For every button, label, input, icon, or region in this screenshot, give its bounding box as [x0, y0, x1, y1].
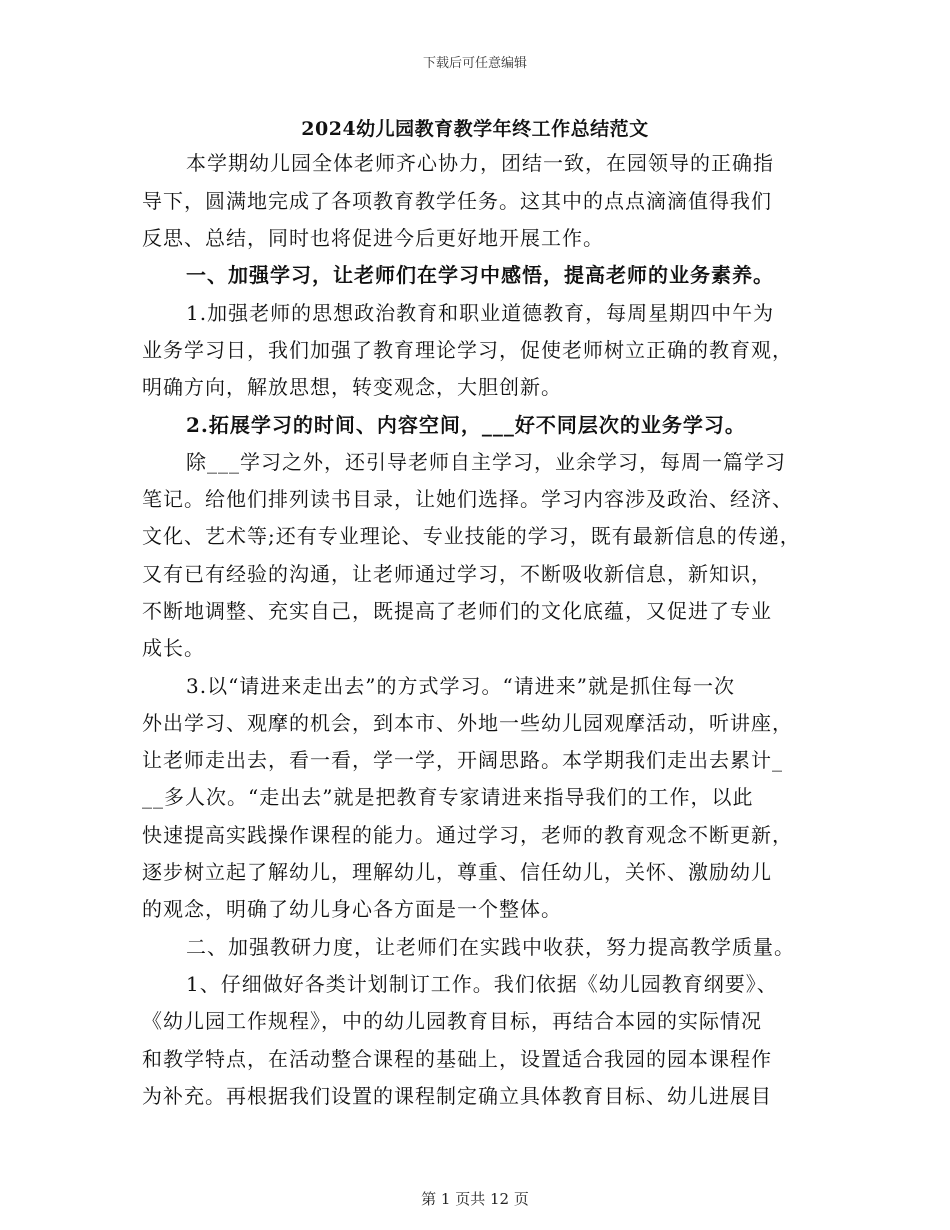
- paragraph-line: 导下，圆满地完成了各项教育教学任务。这其中的点点滴滴值得我们: [142, 189, 772, 213]
- paragraph-line: __多人次。“走出去”就是把教育专家请进来指导我们的工作，以此: [142, 785, 754, 809]
- paragraph-line: 明确方向，解放思想，转变观念，大胆创新。: [142, 375, 562, 399]
- paragraph-line: 1、仔细做好各类计划制订工作。我们依据《幼儿园教育纲要》、: [186, 972, 778, 996]
- paragraph-line: 外出学习、观摩的机会，到本市、外地一些幼儿园观摩活动，听讲座，: [142, 711, 793, 735]
- paragraph-line: 不断地调整、充实自己，既提高了老师们的文化底蕴，又促进了专业: [142, 599, 772, 623]
- paragraph-line: 快速提高实践操作课程的能力。通过学习，老师的教育观念不断更新，: [142, 823, 793, 847]
- page-header: 下载后可任意编辑: [422, 56, 527, 71]
- subsection-heading: 2.拓展学习的时间、内容空间，___好不同层次的业务学习。: [186, 413, 746, 437]
- paragraph-line: 让老师走出去，看一看，学一学，开阔思路。本学期我们走出去累计_: [142, 748, 783, 772]
- paragraph-line: 3.以“请进来走出去”的方式学习。“请进来”就是抓住每一次: [186, 674, 735, 698]
- paragraph-line: 1.加强老师的思想政治教育和职业道德教育，每周星期四中午为: [186, 301, 775, 325]
- paragraph-line: 本学期幼儿园全体老师齐心协力，团结一致，在园领导的正确指: [186, 151, 774, 175]
- paragraph-line: 反思、总结，同时也将促进今后更好地开展工作。: [142, 226, 604, 250]
- paragraph-line: 和教学特点，在活动整合课程的基础上，设置适合我园的园本课程作: [142, 1047, 772, 1071]
- section-heading: 二、加强教研力度，让老师们在实践中收获，努力提高教学质量。: [186, 935, 795, 959]
- paragraph-line: 为补充。再根据我们设置的课程制定确立具体教育目标、幼儿进展目: [142, 1084, 772, 1108]
- paragraph-line: 《幼儿园工作规程》，中的幼儿园教育目标，再结合本园的实际情况: [142, 1009, 762, 1033]
- page-footer: 第 1 页共 12 页: [421, 1190, 529, 1208]
- paragraph-line: 文化、艺术等;还有专业理论、专业技能的学习，既有最新信息的传递，: [142, 524, 801, 548]
- section-heading: 一、加强学习，让老师们在学习中感悟，提高老师的业务素养。: [186, 263, 774, 287]
- paragraph-line: 笔记。给他们排列读书目录，让她们选择。学习内容涉及政治、经济、: [142, 487, 793, 511]
- paragraph-line: 又有已有经验的沟通，让老师通过学习，不断吸收新信息，新知识，: [142, 562, 772, 586]
- paragraph-line: 除___学习之外，还引导老师自主学习，业余学习，每周一篇学习: [186, 450, 786, 474]
- document-title: 2024幼儿园教育教学年终工作总结范文: [301, 118, 649, 140]
- paragraph-line: 成长。: [142, 636, 205, 660]
- paragraph-line: 逐步树立起了解幼儿，理解幼儿，尊重、信任幼儿，关怀、激励幼儿: [142, 860, 772, 884]
- paragraph-line: 的观念，明确了幼儿身心各方面是一个整体。: [142, 897, 562, 921]
- paragraph-line: 业务学习日，我们加强了教育理论学习，促使老师树立正确的教育观，: [142, 338, 793, 362]
